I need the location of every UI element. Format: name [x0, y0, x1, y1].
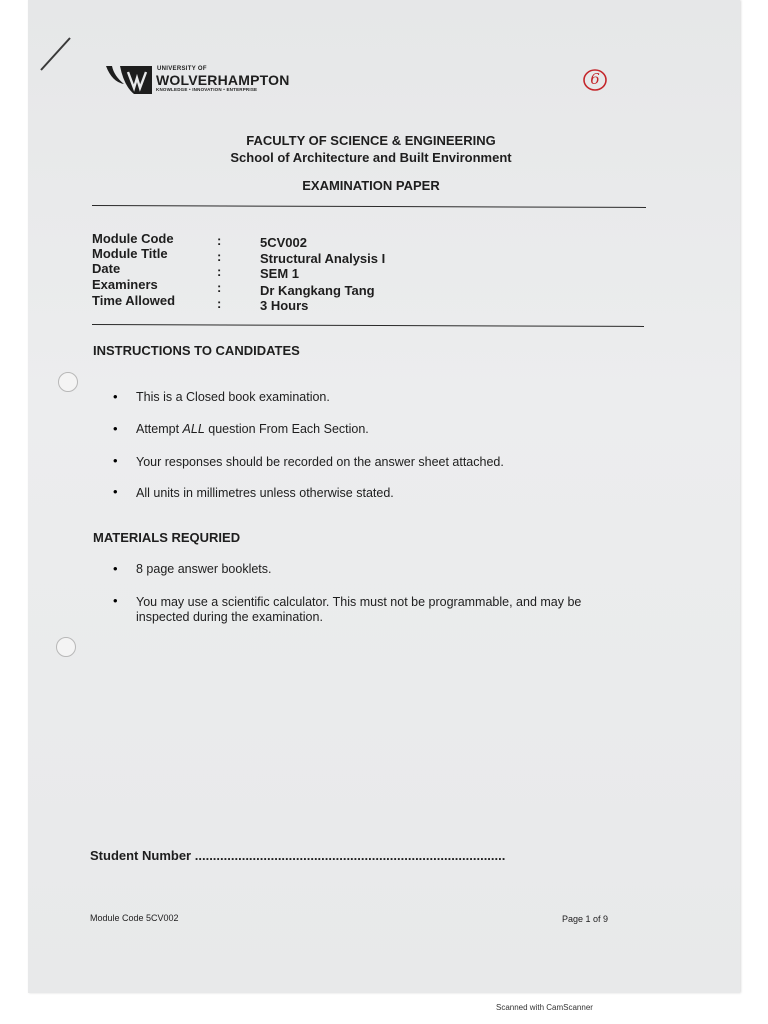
- instruction-item: Attempt ALL question From Each Section.: [136, 422, 369, 436]
- faculty-title: FACULTY OF SCIENCE & ENGINEERING: [246, 133, 496, 148]
- paper-type-title: EXAMINATION PAPER: [302, 178, 440, 193]
- logo-university-name: WOLVERHAMPTON: [156, 72, 290, 88]
- punch-hole-top: [58, 372, 78, 392]
- material-item: You may use a scientific calculator. This must not be programmable, and may be inspected during the examination.: [136, 595, 582, 624]
- detail-value-date: SEM 1: [260, 266, 300, 281]
- bullet-icon: •: [113, 561, 118, 576]
- bullet-icon: •: [113, 389, 118, 404]
- instruction-item: This is a Closed book examination.: [136, 390, 330, 404]
- student-number-label: Student Number: [90, 848, 192, 863]
- bullet-icon: •: [113, 453, 118, 468]
- handwritten-mark-text: 6: [590, 70, 600, 88]
- detail-label-time-allowed: Time Allowed: [92, 293, 176, 308]
- detail-sep: :: [217, 233, 222, 248]
- bullet-icon: •: [113, 593, 118, 608]
- footer-page-number: Page 1 of 9: [562, 914, 609, 924]
- logo-tagline: KNOWLEDGE • INNOVATION • ENTERPRISE: [156, 87, 258, 92]
- detail-value-examiners: Dr Kangkang Tang: [260, 283, 375, 298]
- scanner-watermark: Scanned with CamScanner: [496, 1003, 593, 1012]
- detail-value-time-allowed: 3 Hours: [260, 298, 309, 313]
- instruction-item: Your responses should be recorded on the answer sheet attached.: [136, 455, 504, 469]
- detail-label-examiners: Examiners: [92, 277, 158, 292]
- bullet-icon: •: [113, 484, 118, 499]
- detail-sep: :: [217, 264, 222, 279]
- detail-value-module-title: Structural Analysis I: [260, 251, 386, 266]
- punch-hole-bottom: [56, 637, 76, 657]
- detail-sep: :: [217, 249, 222, 264]
- logo-university-of: UNIVERSITY OF: [157, 66, 207, 72]
- materials-heading: MATERIALS REQURIED: [93, 530, 241, 545]
- university-logo-icon: [104, 62, 154, 96]
- student-number-line: [90, 848, 610, 863]
- instructions-heading: INSTRUCTIONS TO CANDIDATES: [93, 343, 300, 358]
- detail-sep: :: [217, 280, 222, 295]
- instruction-item: All units in millimetres unless otherwise stated.: [136, 486, 394, 500]
- student-number-dots: ......................................................................................: [194, 848, 506, 863]
- detail-value-module-code: 5CV002: [260, 235, 307, 250]
- detail-label-module-title: Module Title: [92, 246, 168, 261]
- detail-sep: :: [217, 296, 222, 311]
- school-title: School of Architecture and Built Environment: [230, 150, 512, 165]
- detail-label-module-code: Module Code: [92, 231, 174, 246]
- pen-stroke-mark: [38, 34, 74, 74]
- footer-module-code: Module Code 5CV002: [90, 913, 179, 923]
- detail-label-date: Date: [92, 261, 121, 276]
- material-item: 8 page answer booklets.: [136, 562, 272, 576]
- bullet-icon: •: [113, 421, 118, 436]
